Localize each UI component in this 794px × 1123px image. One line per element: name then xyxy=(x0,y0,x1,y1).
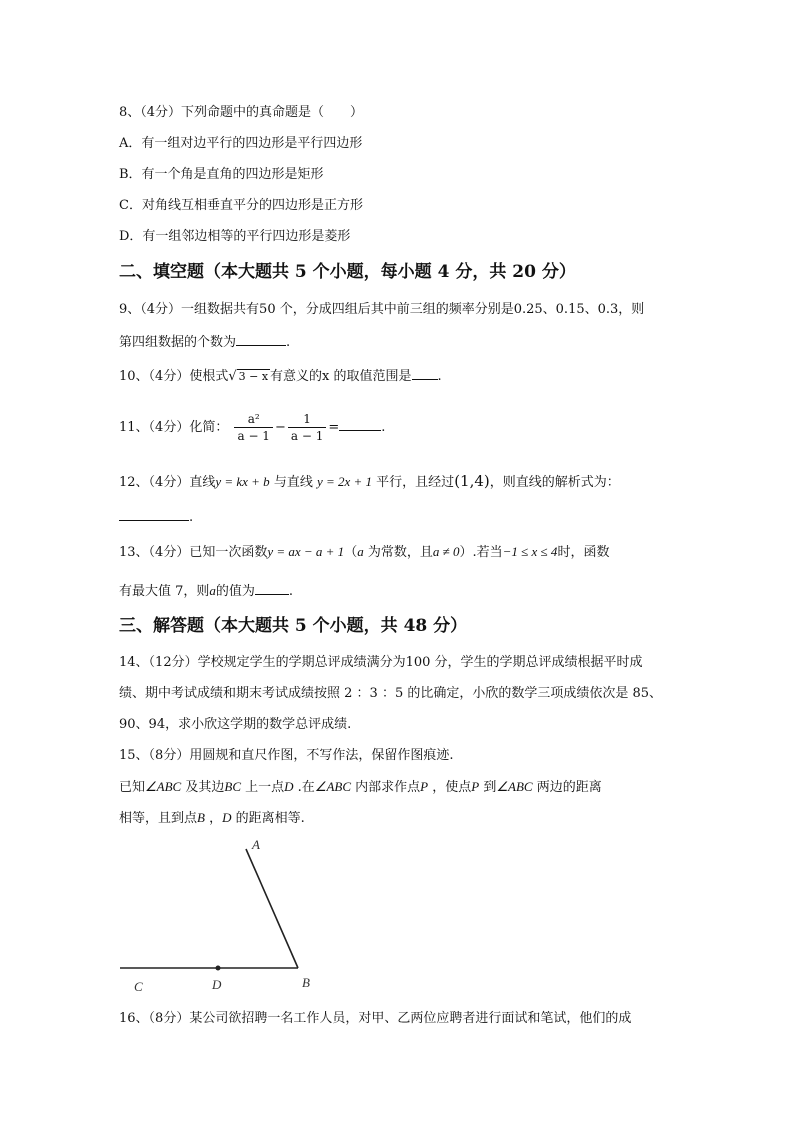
q8-stem xyxy=(119,104,363,122)
q14-line3: 90、94，求小欣这学期的数学总评成绩. xyxy=(119,717,352,732)
q9-line2: 第四组数据的个数为 . xyxy=(119,332,290,352)
q13-range: −1 ≤ x ≤ 4 xyxy=(502,544,558,559)
q10-radical: √ 3 − x xyxy=(228,369,269,384)
q13-expr: y = ax − a + 1 xyxy=(267,544,345,559)
q10: 10、（4分）使根式√ 3 − x 有意义的x 的取值范围是 . xyxy=(119,366,442,386)
q13-line1: 13、（4分）已知一次函数y = ax − a + 1（a 为常数，且a ≠ 0）.若当−1 ≤ x ≤ 4时，函数 xyxy=(119,544,610,560)
q15-line2: 已知∠ABC 及其边BC 上一点D .在∠ABC 内部求作点P ，使点P 到∠ABC 两边的距离 xyxy=(119,779,602,795)
q8-option-a: A．有一组对边平行的四边形是平行四边形 xyxy=(119,136,363,151)
q15-line3: 相等，且到点B ，D 的距离相等. xyxy=(119,810,305,826)
q12-line1: 12、（4分）直线y = kx + b 与直线 y = 2x + 1 平行，且经过(1,4)，则直线的解析式为： xyxy=(119,472,620,490)
ray-ba xyxy=(246,849,298,968)
q8-option-b: B．有一个角是直角的四边形是矩形 xyxy=(119,167,324,182)
q11-fraction-2: $\frac{1}{a - 1}$ xyxy=(288,411,326,444)
q8-option-c: C．对角线互相垂直平分的四边形是正方形 xyxy=(119,198,363,213)
q8-text: 下列命题中的真命题是（ ） xyxy=(181,105,364,120)
q15-angle-figure xyxy=(110,835,330,1000)
q12-answer-blank xyxy=(119,507,189,521)
q10-answer-blank xyxy=(412,366,438,380)
q12-expr-2: y = 2x + 1 xyxy=(316,474,373,489)
q13-line2: 有最大值 7，则a的值为 . xyxy=(119,583,294,599)
label-c: C xyxy=(134,979,143,994)
q16-line1: 16、（8分）某公司欲招聘一名工作人员，对甲、乙两位应聘者进行面试和笔试，他们的成 xyxy=(119,1011,632,1026)
section-2-heading: 二、填空题（本大题共 5 个小题，每小题 4 分，共 20 分） xyxy=(119,262,576,282)
q9-line1: 9、（4分）一组数据共有50 个，分成四组后其中前三组的频率分别是0.25、0.15、0.3，则 xyxy=(119,302,645,317)
q14-line1: 14、（12分）学校规定学生的学期总评成绩满分为100 分，学生的学期总评成绩根据平时成 xyxy=(119,655,643,670)
q14-line2: 绩、期中考试成绩和期末考试成绩按照 2 ：3 ：5 的比确定，小欣的数学三项成绩依次是 85、 xyxy=(119,686,663,701)
q11-answer-blank xyxy=(339,417,381,431)
label-d: D xyxy=(212,977,222,992)
q11: 11、（4分）化简： $\frac{\text{a²}}{a - 1}$ − $\frac{1}{a - 1}$ = . xyxy=(119,412,386,443)
q8-option-d: D．有一组邻边相等的平行四边形是菱形 xyxy=(119,229,351,244)
q13-answer-blank xyxy=(255,581,289,595)
q12-line2: . xyxy=(119,507,193,527)
q12-point: (1,4) xyxy=(454,472,490,490)
q8-number: 8、（4分） xyxy=(119,105,182,120)
section-3-heading: 三、解答题（本大题共 5 个小题，共 48 分） xyxy=(119,616,468,636)
label-a: A xyxy=(252,837,260,852)
q11-fraction-1: $\frac{\text{a²}}{a - 1}$ xyxy=(234,411,272,444)
q9-answer-blank xyxy=(236,332,286,346)
q12-expr-1: y = kx + b xyxy=(215,474,270,489)
point-d xyxy=(216,966,221,971)
q15-line1: 15、（8分）用圆规和直尺作图，不写作法，保留作图痕迹. xyxy=(119,748,454,763)
label-b: B xyxy=(302,975,310,990)
